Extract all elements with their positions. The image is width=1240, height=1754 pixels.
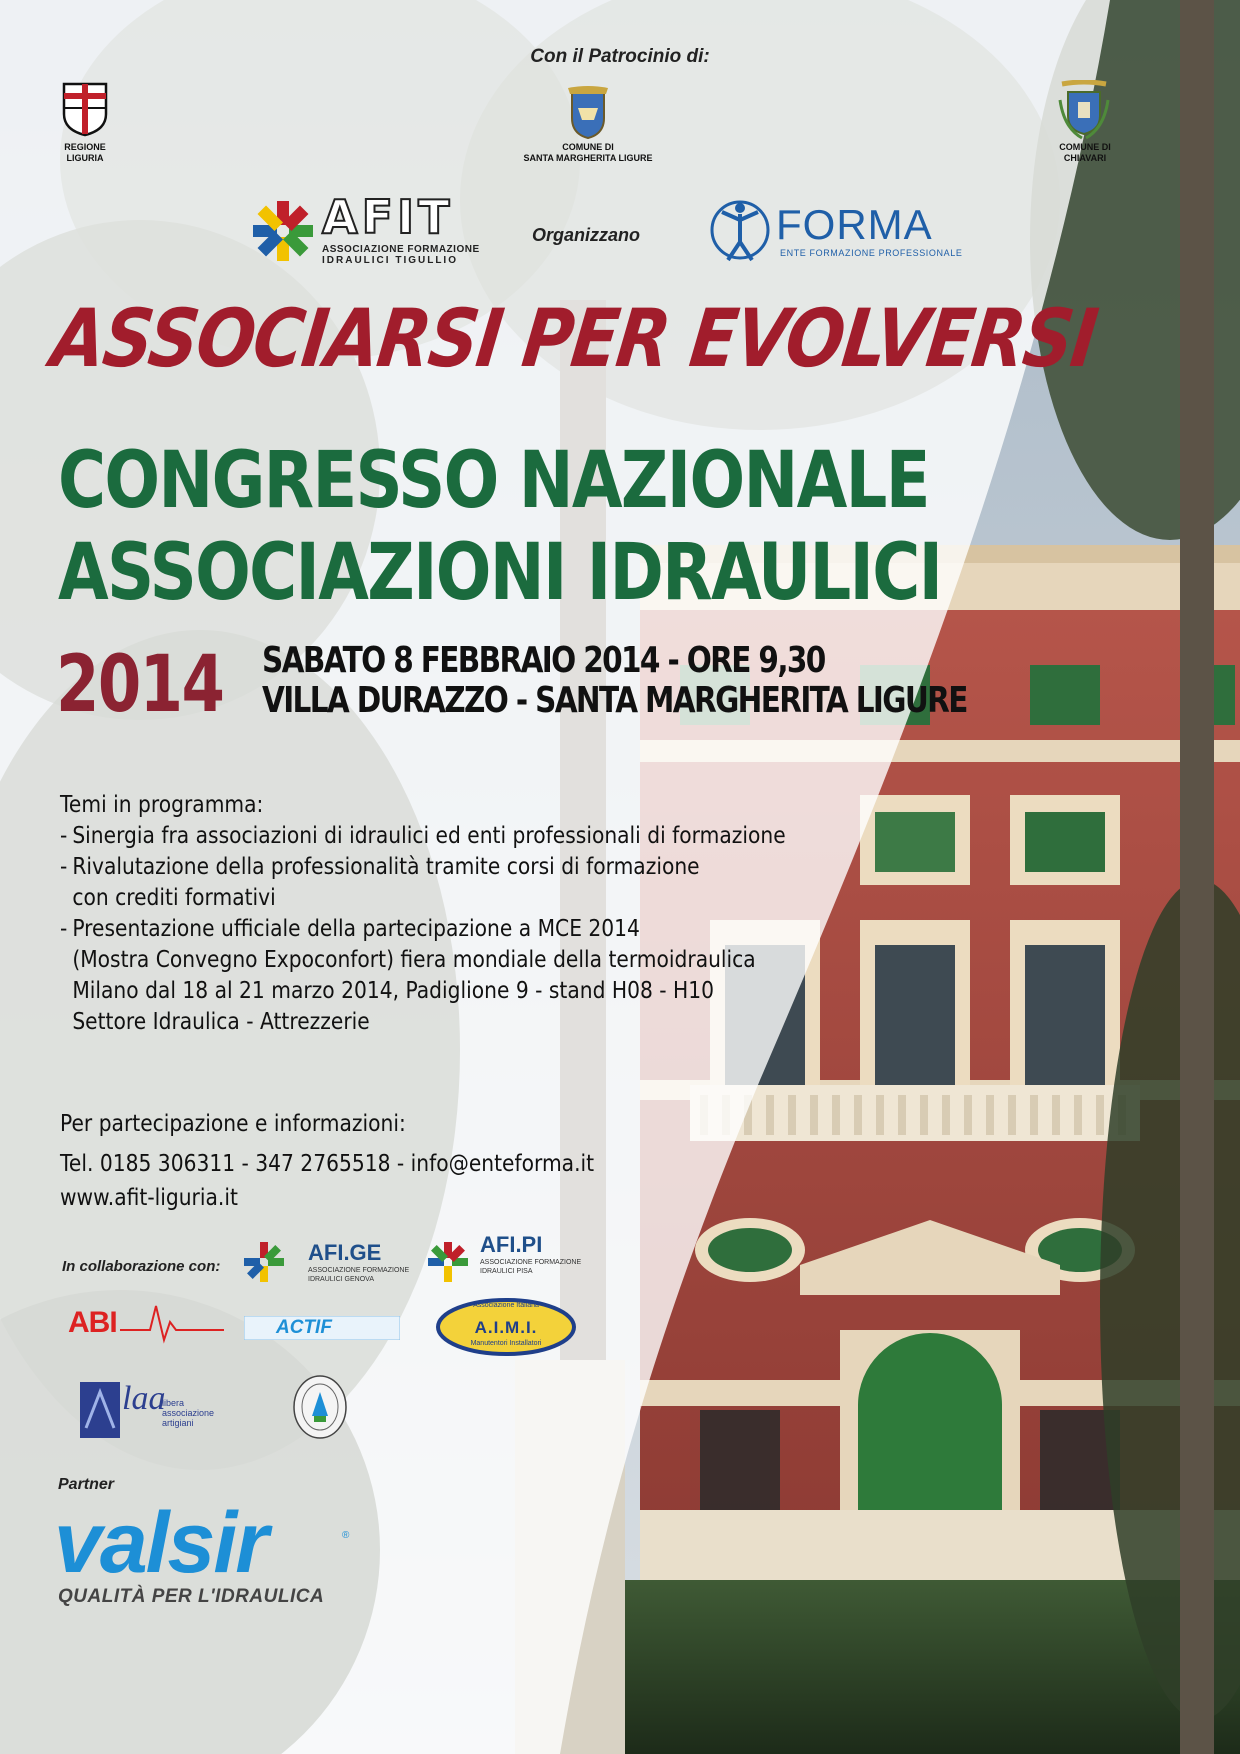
afit-logo-icon (250, 198, 316, 264)
chiavari-crest-icon (1058, 80, 1110, 140)
program-heading: Temi in programma: (60, 792, 264, 818)
laa-subtitle-line2: associazione (162, 1408, 215, 1418)
program-item-text: Rivalutazione della professionalità tramite corsi di formazione con crediti formativi (72, 854, 700, 911)
regione-label-line2: LIGURIA (66, 153, 104, 163)
afipi-subtitle-line1: ASSOCIAZIONE FORMAZIONE (480, 1259, 582, 1266)
afipi-subtitle-line2: IDRAULICI PISA (480, 1268, 533, 1275)
congress-title-line1: CONGRESSO NAZIONALE (58, 436, 929, 526)
chiavari-label-line2: CHIAVARI (1063, 153, 1107, 163)
actif-logo: ACTIF (276, 1317, 332, 1338)
regione-liguria-crest-icon (60, 80, 110, 138)
partner-label: Partner (58, 1476, 115, 1493)
contact-heading: Per partecipazione e informazioni: (60, 1111, 406, 1137)
forma-wordmark: FORMA (776, 201, 933, 248)
afit-wordmark: AFIT (322, 190, 454, 244)
afige-subtitle (308, 1266, 409, 1284)
program-item: - Presentazione ufficiale della partecipazione a MCE 2014 (Mostra Convegno Expoconfort) fiera mondiale della termoidraulica Milano dal 18 al 21 marzo 2014, Padiglione 9 - stand H08 - H10 Settore Idraulica - Attrezzerie (60, 914, 786, 1038)
aimi-bottom-text: Manutentori Installatori (470, 1340, 542, 1347)
laa-logo: laa (122, 1380, 166, 1417)
abi-logo: ABI (68, 1306, 117, 1339)
santa-margherita-label-line2: SANTA MARGHERITA LIGURE (523, 153, 653, 163)
patronage-label: Con il Patrocinio di: (530, 46, 710, 67)
program-item: - Rivalutazione della professionalità tramite corsi di formazione con crediti formativi (60, 852, 786, 914)
afige-subtitle-line2: IDRAULICI GENOVA (308, 1276, 374, 1283)
forma-logo-icon (708, 194, 772, 266)
abi-pulse-icon (120, 1300, 224, 1344)
valsir-tagline: QUALITÀ PER L'IDRAULICA (58, 1586, 325, 1607)
santa-margherita-crest-icon (566, 86, 610, 142)
collaboration-label: In collaborazione con: (62, 1258, 221, 1275)
santa-margherita-label-line1: COMUNE DI (562, 142, 614, 152)
afipi-subtitle (480, 1258, 581, 1276)
chiavari-label-line1: COMUNE DI (1059, 142, 1111, 152)
program-item-text: Presentazione ufficiale della partecipazione a MCE 2014 (Mostra Convegno Expoconfort) fiera mondiale della termoidraulica Milano dal 18 al 21 marzo 2014, Padiglione 9 - stand H08 - H10 Settore Idraulica - Attrezzerie (72, 916, 756, 1035)
afige-subtitle-line1: ASSOCIAZIONE FORMAZIONE (308, 1267, 410, 1274)
union-seal-icon (292, 1374, 348, 1440)
event-venue: VILLA DURAZZO - SANTA MARGHERITA LIGURE (262, 680, 967, 721)
afige-logo-icon (242, 1240, 286, 1284)
aimi-logo: A.I.M.I. (474, 1318, 538, 1337)
laa-subtitle-line1: libera (162, 1398, 185, 1408)
chiavari-label (1040, 142, 1130, 164)
santa-margherita-label (490, 142, 686, 164)
afit-subtitle-line2: IDRAULICI TIGULLIO (322, 255, 458, 266)
organizers-label: Organizzano (532, 225, 641, 245)
event-year: 2014 (56, 640, 224, 730)
association-emblem-icon (80, 1382, 120, 1438)
afit-subtitle (322, 244, 480, 266)
laa-subtitle-line3: artigiani (162, 1418, 194, 1428)
aimi-top-text: Associazione Italiana (473, 1302, 539, 1309)
contact-website-link[interactable]: www.afit-liguria.it (60, 1185, 238, 1211)
regione-label-line1: REGIONE (64, 142, 106, 152)
afipi-logo-icon (426, 1240, 470, 1284)
contact-phones-email[interactable]: Tel. 0185 306311 - 347 2765518 - info@enteforma.it (60, 1151, 595, 1177)
registered-mark-icon: ® (342, 1530, 350, 1541)
afige-name: AFI.GE (308, 1240, 382, 1265)
program-item: - Sinergia fra associazioni di idraulici ed enti professionali di formazione (60, 821, 786, 852)
event-date: SABATO 8 FEBBRAIO 2014 - ORE 9,30 (262, 640, 825, 681)
afit-subtitle-line1: ASSOCIAZIONE FORMAZIONE (322, 244, 480, 255)
program-item-text: Sinergia fra associazioni di idraulici ed enti professionali di formazione (72, 823, 786, 849)
valsir-logo: valsir (54, 1495, 267, 1591)
forma-subtitle: ENTE FORMAZIONE PROFESSIONALE (780, 248, 963, 258)
laa-subtitle (162, 1398, 214, 1428)
congress-title-line2: ASSOCIAZIONI IDRAULICI (58, 528, 942, 618)
headline: ASSOCIARSI PER EVOLVERSI (46, 292, 1102, 385)
afipi-name: AFI.PI (480, 1232, 543, 1257)
contact-section (60, 1104, 594, 1218)
program-section (60, 790, 786, 1038)
regione-liguria-label (40, 142, 130, 164)
